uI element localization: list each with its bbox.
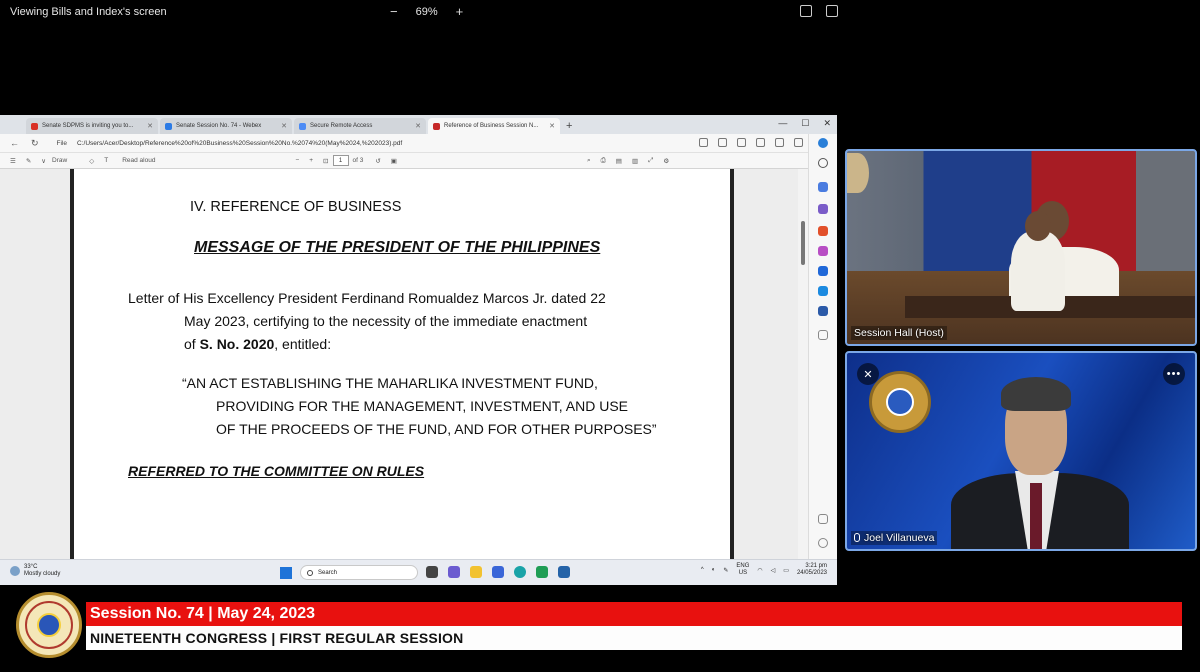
- word-icon[interactable]: [818, 306, 828, 316]
- letter-prefix: of: [184, 336, 200, 352]
- scrollbar-thumb[interactable]: [801, 221, 805, 265]
- referral-note: REFERRED TO THE COMMITTEE ON RULES: [128, 463, 425, 479]
- browser-tab-bar: [0, 115, 837, 134]
- windows-taskbar: [0, 559, 837, 585]
- tab-label: Secure Remote Access: [310, 123, 373, 129]
- pdf-viewport[interactable]: [0, 169, 808, 559]
- weather-widget[interactable]: [10, 564, 60, 578]
- tab-label: Senate Session No. 74 - Webex: [176, 123, 262, 129]
- pdf-icon: [433, 123, 440, 130]
- minimize-icon[interactable]: —: [778, 118, 788, 128]
- tab-label: Reference of Business Session N...: [444, 123, 539, 129]
- fit-page-icon[interactable]: ⊡: [323, 157, 329, 165]
- message-heading: MESSAGE OF THE PRESIDENT OF THE PHILIPPINES: [194, 239, 601, 256]
- outlook-icon[interactable]: [818, 266, 828, 276]
- more-options-button[interactable]: •••: [1163, 363, 1185, 385]
- system-tray: [701, 563, 827, 577]
- microphone-icon: [854, 533, 860, 542]
- shared-screen: [0, 115, 837, 585]
- close-tab-icon[interactable]: ✕: [281, 123, 287, 130]
- letter-suffix: , entitled:: [274, 336, 332, 352]
- rotate-icon[interactable]: ↺: [375, 157, 381, 165]
- zoom-level: 69%: [415, 5, 438, 18]
- volume-icon[interactable]: ◁: [770, 567, 776, 574]
- save-as-icon[interactable]: ▥: [631, 157, 639, 165]
- close-window-icon[interactable]: ✕: [823, 118, 831, 128]
- tray-pen-icon[interactable]: ✎: [723, 567, 729, 574]
- lang-bottom: US: [738, 570, 748, 576]
- page-number-input[interactable]: 1: [333, 155, 349, 166]
- search-icon[interactable]: [818, 158, 828, 168]
- remote-desktop-icon[interactable]: [558, 566, 570, 578]
- webex-icon: [165, 123, 172, 130]
- language-indicator[interactable]: [736, 563, 749, 577]
- close-tab-icon[interactable]: ✕: [147, 123, 153, 130]
- act-title: [182, 372, 702, 441]
- browser-tab[interactable]: [26, 118, 158, 134]
- lang-top: ENG: [736, 563, 750, 569]
- edge-sidebar: [808, 134, 837, 559]
- favorite-icon[interactable]: [718, 138, 727, 147]
- act-line: OF THE PROCEEDS OF THE FUND, AND FOR OTHER PURPOSES”: [216, 421, 657, 437]
- clock-date: 24/05/2023: [796, 570, 827, 576]
- read-aloud-button[interactable]: Read aloud: [122, 157, 156, 164]
- chat-icon[interactable]: [448, 566, 460, 578]
- battery-icon[interactable]: ▭: [783, 567, 789, 574]
- zoom-controls: [390, 4, 463, 19]
- clock[interactable]: [797, 563, 827, 577]
- senate-seal-icon: [869, 371, 931, 433]
- congress-banner: NINETEENTH CONGRESS | FIRST REGULAR SESSION: [86, 626, 1182, 650]
- section-heading: IV. REFERENCE OF BUSINESS: [190, 199, 402, 215]
- tab-label: Senate SDPMS is inviting you to...: [42, 123, 134, 129]
- file-explorer-icon[interactable]: [470, 566, 482, 578]
- secretary-figure: [1011, 231, 1065, 311]
- participant-video-label: [851, 531, 937, 545]
- url-scheme-label: File: [56, 139, 68, 147]
- weather-temp: 33°C: [24, 564, 38, 570]
- games-icon[interactable]: [818, 226, 828, 236]
- new-tab-button[interactable]: +: [566, 120, 573, 132]
- collections-icon[interactable]: [756, 138, 765, 147]
- zoom-out-pdf-icon[interactable]: −: [295, 157, 300, 164]
- close-tab-icon[interactable]: ✕: [549, 123, 555, 130]
- sidebar-layout-icon[interactable]: [818, 514, 828, 524]
- globe-icon: [299, 123, 306, 130]
- sidebar-settings-icon[interactable]: [818, 538, 828, 548]
- search-pdf-icon[interactable]: ⌕: [586, 156, 591, 164]
- refresh-icon[interactable]: ↻: [31, 137, 39, 148]
- participant-hair: [1001, 377, 1071, 411]
- back-icon[interactable]: ←: [10, 137, 19, 148]
- close-tab-icon[interactable]: ✕: [415, 123, 421, 130]
- participant-tie: [1030, 483, 1042, 551]
- weather-text: [24, 564, 60, 578]
- wifi-icon[interactable]: ◠: [757, 567, 763, 574]
- page-total: of 3: [352, 157, 364, 164]
- edge-icon[interactable]: [514, 566, 526, 578]
- browser-tab[interactable]: [294, 118, 426, 134]
- seal-core: [37, 613, 61, 637]
- participant-name: Joel Villanueva: [864, 532, 935, 544]
- shopping-icon[interactable]: [818, 182, 828, 192]
- act-line: “AN ACT ESTABLISHING THE MAHARLIKA INVESTMENT FUND,: [182, 375, 598, 391]
- zoom-in-button[interactable]: +: [455, 4, 464, 19]
- drop-icon[interactable]: [818, 286, 828, 296]
- cloud-icon: [10, 566, 20, 576]
- address-actions: [699, 138, 803, 147]
- eraser-icon[interactable]: ◇: [89, 157, 95, 165]
- letter-paragraph: [128, 287, 688, 356]
- secretary-head: [1025, 211, 1051, 241]
- text-icon[interactable]: T: [104, 157, 109, 164]
- senate-official-seal-icon: [16, 592, 82, 658]
- fullscreen-icon[interactable]: ⤢: [648, 156, 654, 164]
- draw-icon[interactable]: ∨: [41, 157, 47, 165]
- print-icon[interactable]: ⎙: [600, 156, 606, 164]
- taskbar-search-placeholder: Search: [318, 569, 338, 576]
- clock-time: 3:21 pm: [805, 563, 827, 569]
- zoom-icon[interactable]: [699, 138, 708, 147]
- viewer-title: Viewing Bills and Index's screen: [10, 6, 167, 18]
- highlight-icon[interactable]: ✎: [25, 157, 32, 165]
- zoom-out-button[interactable]: −: [390, 4, 398, 19]
- browser-tab[interactable]: [160, 118, 292, 134]
- settings-icon[interactable]: ⚙: [663, 157, 670, 165]
- act-line: PROVIDING FOR THE MANAGEMENT, INVESTMENT, AND USE: [216, 398, 629, 414]
- window-controls: [778, 118, 831, 129]
- seal-center: [886, 388, 914, 416]
- task-view-icon[interactable]: [426, 566, 438, 578]
- contents-icon[interactable]: ☰: [10, 157, 16, 165]
- split-screen-icon[interactable]: [737, 138, 746, 147]
- nav-buttons: [10, 138, 39, 149]
- senate-seal-icon: [847, 153, 869, 193]
- extensions-icon[interactable]: [775, 138, 784, 147]
- search-icon: [307, 570, 313, 576]
- letter-line: Letter of His Excellency President Ferdinand Romualdez Marcos Jr. dated 22: [128, 290, 606, 306]
- screen-share-viewer-bar: [0, 0, 1200, 26]
- pdf-toolbar: [0, 152, 808, 169]
- bill-number: S. No. 2020: [199, 336, 275, 352]
- host-video-label: Session Hall (Host): [851, 326, 947, 340]
- pin-icon[interactable]: ✕: [857, 363, 879, 385]
- annotate-icon[interactable]: [800, 5, 812, 17]
- gmail-icon: [31, 123, 38, 130]
- weather-desc: Mostly cloudy: [24, 571, 61, 577]
- office-icon[interactable]: [818, 246, 828, 256]
- taskbar-apps: [426, 566, 570, 578]
- session-banner: Session No. 74 | May 24, 2023: [86, 602, 1182, 626]
- viewer-actions: [800, 5, 838, 17]
- tray-app-icon[interactable]: ◐: [711, 567, 716, 573]
- zoom-in-pdf-icon[interactable]: +: [309, 157, 314, 164]
- address-bar: [0, 134, 837, 152]
- url-input[interactable]: C:/Users/Acer/Desktop/Reference%20of%20Business%20Session%20No.%2074%20(May%2024,%202023).pdf: [77, 139, 403, 147]
- profile-icon[interactable]: [794, 138, 803, 147]
- host-video-tile[interactable]: [845, 149, 1197, 346]
- draw-button[interactable]: Draw: [52, 157, 68, 164]
- tools-icon[interactable]: [818, 204, 828, 214]
- browser-tab-active[interactable]: [428, 118, 560, 134]
- maximize-icon[interactable]: ☐: [801, 118, 810, 128]
- webex-taskbar-icon[interactable]: [536, 566, 548, 578]
- participant-video-tile[interactable]: [845, 351, 1197, 551]
- letter-line: May 2023, certifying to the necessity of the immediate enactment: [184, 313, 588, 329]
- store-icon[interactable]: [492, 566, 504, 578]
- taskbar-search[interactable]: [300, 565, 418, 580]
- pdf-page: [70, 169, 734, 559]
- save-icon[interactable]: ▤: [615, 157, 622, 165]
- copilot-icon[interactable]: [818, 138, 828, 148]
- page-view-icon[interactable]: ▣: [390, 157, 397, 165]
- windows-start-icon[interactable]: [280, 567, 292, 579]
- letter-line: [128, 333, 688, 356]
- tray-chevron-icon[interactable]: ^: [700, 567, 704, 573]
- pop-out-icon[interactable]: [826, 5, 838, 17]
- add-app-icon[interactable]: [818, 330, 828, 340]
